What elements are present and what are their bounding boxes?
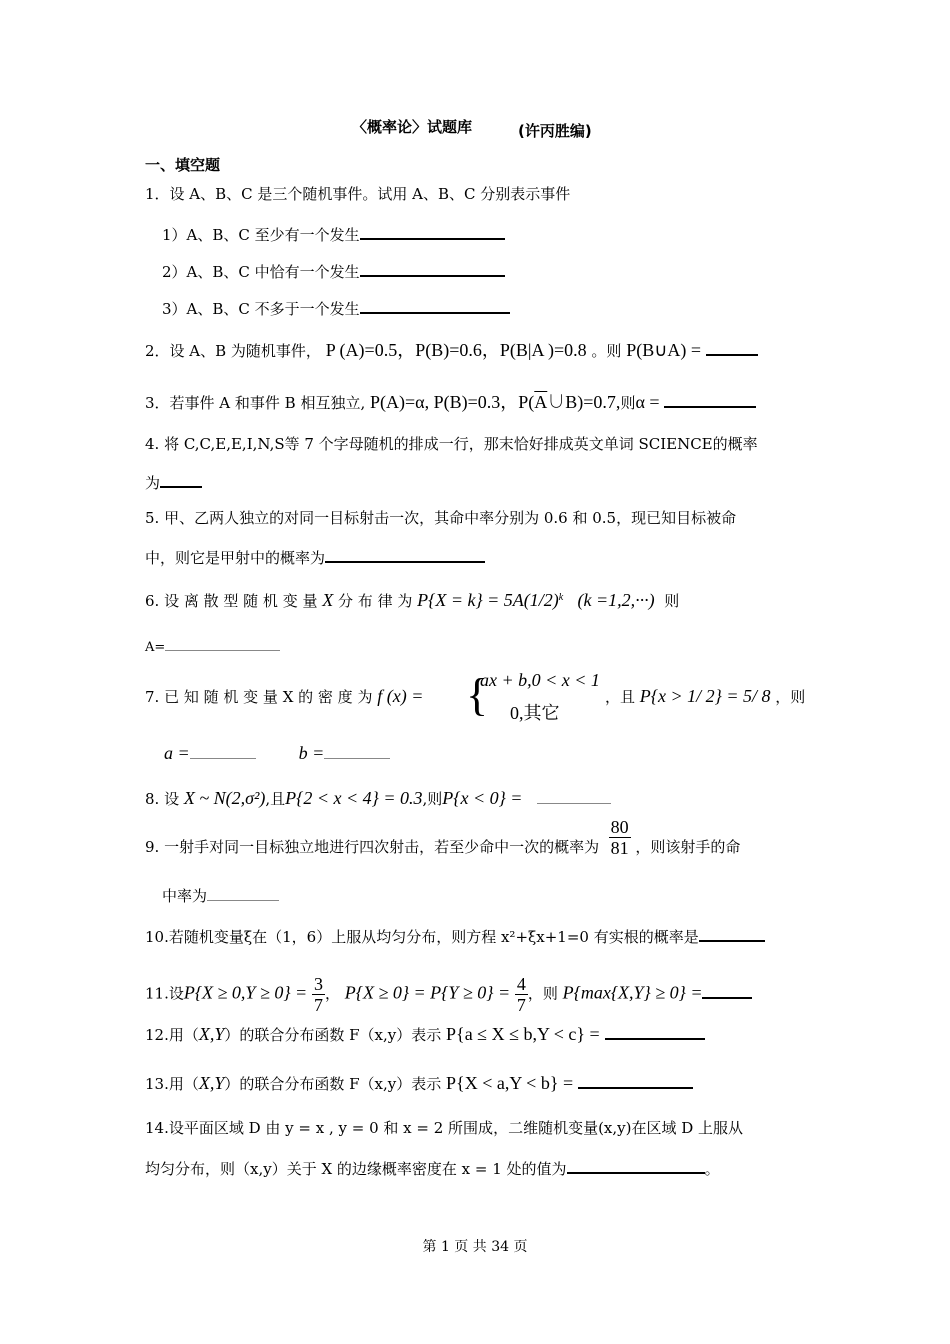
question-7-piece-1: ax + b,0 < x < 1 (480, 670, 600, 690)
question-6-formula: P{X = k} = 5A(1/2) (417, 590, 559, 610)
question-11-text-c: ，则 (527, 984, 558, 1003)
question-1-part-3-text: 3）A、B、C 不多于一个发生 (162, 300, 360, 318)
question-8-target: P{x < 0} = (442, 788, 523, 808)
answer-blank (578, 1071, 693, 1089)
answer-blank (699, 924, 765, 942)
answer-blank (360, 296, 510, 314)
question-8 (145, 787, 611, 809)
question-9-denominator: 81 (610, 837, 629, 858)
question-6-variable: X (322, 590, 334, 610)
question-4-line-1: 4. 将 C,C,E,E,I,N,S等 7 个字母随机的排成一行，那末恰好排成英文单词 SCIENCE的概率 (145, 435, 758, 453)
question-12-formula: P{a ≤ X ≤ b,Y < c} = (446, 1024, 600, 1044)
question-4-line-2-text: 为 (145, 474, 161, 492)
question-14-line-1: 14.设平面区域 D 由 y = x , y = 0 和 x = 2 所围成，二维随机变量(x,y)在区域 D 上服从 (145, 1119, 744, 1137)
question-1-part-2-text: 2）A、B、C 中恰有一个发生 (162, 263, 360, 281)
question-7-a-label: a = (164, 743, 190, 763)
question-13-xy: X,Y (198, 1073, 225, 1093)
question-12-text-a: 12.用（ (145, 1026, 199, 1044)
question-1-part-3 (162, 296, 510, 319)
question-11-marginals: P{X ≥ 0} = P{Y ≥ 0} = (344, 982, 511, 1003)
answer-blank (706, 338, 758, 356)
question-4-line-2 (145, 470, 202, 493)
question-9-fraction (609, 817, 631, 858)
question-2-connector: 。则 (591, 342, 622, 360)
answer-blank (165, 634, 280, 651)
question-12-xy: X,Y (198, 1024, 225, 1044)
question-3-formula-b: ∪B)=0.7, (547, 392, 621, 412)
question-5-line-2-text: 中，则它是甲射中的概率为 (145, 549, 326, 567)
question-14-end: 。 (704, 1160, 720, 1178)
question-13-text-a: 13.用（ (145, 1075, 199, 1093)
answer-blank (207, 884, 279, 901)
question-13-formula: P{X < a,Y < b} = (446, 1073, 574, 1093)
question-2-formula: P (A)=0.5，P(B)=0.6，P(B|A )=0.8 (325, 340, 587, 360)
question-7-brace: { (466, 669, 489, 720)
question-8-text-a: 8. 设 (145, 790, 180, 808)
question-3-alpha: α = (635, 392, 660, 412)
answer-blank (702, 981, 752, 999)
question-1-stem: 1．设 A、B、C 是三个随机事件。试用 A、B、C 分别表示事件 (145, 185, 571, 203)
question-11-denominator-2: 7 (516, 995, 526, 1015)
question-3 (145, 390, 756, 413)
answer-blank (360, 259, 505, 277)
question-1-part-1 (162, 222, 505, 245)
question-6-text-a: 6. 设 离 散 型 随 机 变 量 (145, 592, 318, 610)
answer-blank (325, 545, 485, 563)
question-6-text-c: 则 (664, 592, 680, 610)
question-2-target: P(B∪A) = (626, 340, 702, 360)
question-3-connector: 则 (620, 394, 636, 412)
question-8-distribution: X ~ N(2,σ²) (183, 788, 266, 808)
question-7-line-1 (145, 686, 423, 707)
question-5-line-1: 5. 甲、乙两人独立的对同一目标射击一次，其命中率分别为 0.6 和 0.5，现已知目标被命 (145, 509, 737, 527)
question-11-fraction-2 (515, 974, 528, 1015)
question-1-part-2 (162, 259, 505, 282)
question-7-line-1-tail (605, 686, 805, 707)
question-6-line-1 (145, 588, 679, 611)
question-9-text-b: ，则该射手的命 (635, 838, 741, 856)
question-14-line-2-text: 均匀分布，则（x,y）关于 X 的边缘概率密度在 x = 1 处的值为 (145, 1160, 567, 1178)
question-3-complement-a: $\overline{A}$ (534, 392, 548, 412)
question-5-line-2 (145, 545, 485, 568)
question-6-text-b: 分 布 律 为 (338, 592, 413, 610)
answer-blank (160, 470, 202, 488)
question-9-line-2 (162, 884, 279, 906)
question-9-line-1 (145, 816, 741, 858)
section-heading: 一、填空题 (145, 156, 221, 174)
question-11-joint: P{X ≥ 0,Y ≥ 0} = (183, 982, 308, 1003)
question-8-text-b: ,且 (265, 790, 286, 808)
question-12 (145, 1022, 705, 1045)
question-7-b-label: b = (298, 743, 325, 763)
question-3-formula-a: P(A)=α, P(B)=0.3，P( (370, 392, 535, 412)
answer-blank (567, 1156, 705, 1174)
question-11-text-a: 11.设 (145, 984, 184, 1003)
answer-blank (537, 787, 611, 804)
question-11-target: P{max{X,Y} ≥ 0} = (562, 982, 703, 1003)
question-9-numerator: 80 (610, 816, 629, 837)
question-7-text-b: ，且 (605, 688, 636, 706)
question-11-denominator-1: 7 (313, 995, 323, 1015)
question-7-line-2 (164, 742, 390, 764)
question-7-density: f (x) = (377, 686, 424, 706)
question-9-text-a: 9. 一射手对同一目标独立地进行四次射击，若至少命中一次的概率为 (145, 838, 600, 856)
question-10-text: 10.若随机变量ξ在（1，6）上服从均匀分布，则方程 x²+ξx+1=0 有实根的概率是 (145, 928, 699, 946)
question-7-text-a: 7. 已 知 随 机 变 量 X 的 密 度 为 (145, 688, 373, 706)
question-11-fraction-1 (312, 974, 325, 1015)
document-author: (许丙胜编) (518, 122, 592, 140)
question-11-numerator-1: 3 (313, 974, 323, 994)
answer-blank (605, 1022, 705, 1040)
question-7-condition: P{x > 1/ 2} = 5/ 8 (639, 686, 771, 706)
question-11-text-b: ， (324, 984, 340, 1003)
question-10 (145, 924, 765, 947)
answer-blank (360, 222, 505, 240)
question-8-text-c: ,则 (422, 790, 443, 808)
question-9-line-2-text: 中率为 (162, 887, 208, 905)
question-3-text: 3．若事件 A 和事件 B 相互独立, (145, 394, 366, 412)
page-footer: 第 1 页 共 34 页 (422, 1239, 528, 1255)
question-6-exponent: k (558, 592, 564, 603)
question-11-numerator-2: 4 (516, 974, 526, 994)
question-8-given: P{2 < x < 4} = 0.3 (285, 788, 423, 808)
question-13-text-b: ）的联合分布函数 F（x,y）表示 (224, 1075, 442, 1093)
question-6-line-2 (145, 634, 280, 658)
answer-blank (190, 742, 256, 759)
question-12-text-b: ）的联合分布函数 F（x,y）表示 (224, 1026, 442, 1044)
question-6-line-2-text: A= (145, 640, 166, 655)
document-title: 〈概率论〉试题库 (352, 118, 473, 136)
question-11 (145, 974, 752, 1015)
question-13 (145, 1071, 693, 1094)
question-2-text: 2．设 A、B 为随机事件， (145, 342, 321, 360)
answer-blank (324, 742, 390, 759)
answer-blank (664, 390, 756, 408)
question-7-text-c: ，则 (775, 688, 806, 706)
question-1-part-1-text: 1）A、B、C 至少有一个发生 (162, 226, 360, 244)
question-7-piece-2: 0,其它 (510, 703, 560, 723)
question-6-range: (k =1,2,···) (577, 590, 655, 610)
question-2 (145, 338, 758, 361)
question-14-line-2 (145, 1156, 720, 1179)
